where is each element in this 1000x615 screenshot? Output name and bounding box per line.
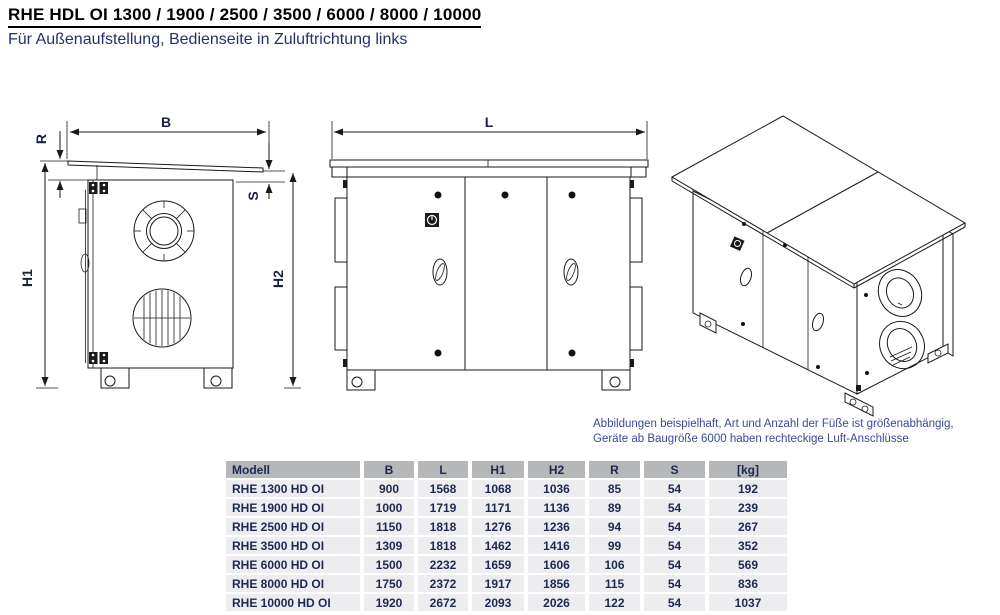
table-row <box>226 537 787 554</box>
dimension-label-b: B <box>160 114 172 130</box>
table-cell: 1036 <box>528 480 585 497</box>
main-switch <box>425 213 439 227</box>
table-cell: 99 <box>589 537 640 554</box>
figure-note-line2: Geräte ab Baugröße 6000 haben rechteckige Luft-Anschlüsse <box>593 433 909 445</box>
table-cell: 54 <box>644 594 705 611</box>
table-cell: 2672 <box>418 594 468 611</box>
table-cell: 54 <box>644 537 705 554</box>
unit-feet <box>347 370 630 390</box>
table-cell: 2232 <box>418 556 468 573</box>
table-cell: 89 <box>589 499 640 516</box>
table-cell: 1462 <box>472 537 524 554</box>
table-row <box>226 575 787 592</box>
column-header-modell: Modell <box>226 461 360 478</box>
table-cell: 85 <box>589 480 640 497</box>
table-cell: 94 <box>589 518 640 535</box>
model-name-cell: RHE 1300 HD OI <box>226 480 360 497</box>
table-cell: 2093 <box>472 594 524 611</box>
side-view-unit-body <box>330 160 648 390</box>
table-cell: 1856 <box>528 575 585 592</box>
dimension-label-r: R <box>33 133 49 145</box>
table-row <box>226 518 787 535</box>
model-name-cell: RHE 3500 HD OI <box>226 537 360 554</box>
table-cell: 1659 <box>472 556 524 573</box>
table-cell: 267 <box>709 518 787 535</box>
model-name-cell: RHE 10000 HD OI <box>226 594 360 611</box>
table-cell: 1171 <box>472 499 524 516</box>
table-cell: 54 <box>644 499 705 516</box>
unit-feet <box>101 368 232 388</box>
side-view-drawing <box>310 95 660 405</box>
column-header-s: S <box>644 461 705 478</box>
table-cell: 106 <box>589 556 640 573</box>
table-cell: 1416 <box>528 537 585 554</box>
table-cell: 54 <box>644 480 705 497</box>
table-cell: 122 <box>589 594 640 611</box>
table-cell: 1920 <box>364 594 414 611</box>
page-subtitle: Für Außenaufstellung, Bedienseite in Zuluftrichtung links <box>8 31 408 48</box>
table-row <box>226 594 787 611</box>
table-cell: 1037 <box>709 594 787 611</box>
table-row <box>226 480 787 497</box>
column-header-l: L <box>418 461 468 478</box>
figure-note <box>593 417 954 447</box>
table-cell: 1818 <box>418 518 468 535</box>
dimension-label-h2: H2 <box>270 270 286 288</box>
table-cell: 1719 <box>418 499 468 516</box>
front-view-drawing <box>0 95 310 405</box>
table-cell: 1136 <box>528 499 585 516</box>
table-cell: 239 <box>709 499 787 516</box>
table-cell: 1150 <box>364 518 414 535</box>
table-cell: 1236 <box>528 518 585 535</box>
table-cell: 352 <box>709 537 787 554</box>
column-header-h1: H1 <box>472 461 524 478</box>
hinge-top <box>89 182 108 194</box>
figure-note-line1: Abbildungen beispielhaft, Art und Anzahl der Füße ist größenabhängig, <box>593 418 954 430</box>
table-cell: 1309 <box>364 537 414 554</box>
table-row <box>226 556 787 573</box>
column-header-b: B <box>364 461 414 478</box>
table-cell: 836 <box>709 575 787 592</box>
table-cell: 1276 <box>472 518 524 535</box>
grille-opening-bottom <box>133 289 191 347</box>
table-cell: 54 <box>644 556 705 573</box>
table-cell: 115 <box>589 575 640 592</box>
table-cell: 1606 <box>528 556 585 573</box>
table-cell: 54 <box>644 575 705 592</box>
hinge-bottom <box>89 352 108 364</box>
dimension-label-l: L <box>484 114 494 130</box>
table-cell: 1500 <box>364 556 414 573</box>
table-cell: 1068 <box>472 480 524 497</box>
table-cell: 192 <box>709 480 787 497</box>
table-cell: 54 <box>644 518 705 535</box>
column-header-h2: H2 <box>528 461 585 478</box>
table-cell: 1750 <box>364 575 414 592</box>
table-cell: 900 <box>364 480 414 497</box>
model-name-cell: RHE 1900 HD OI <box>226 499 360 516</box>
table-cell: 569 <box>709 556 787 573</box>
table-row <box>226 499 787 516</box>
table-cell: 1818 <box>418 537 468 554</box>
dimension-label-s: S <box>245 191 261 201</box>
column-header-kg: [kg] <box>709 461 787 478</box>
model-name-cell: RHE 2500 HD OI <box>226 518 360 535</box>
model-name-cell: RHE 6000 HD OI <box>226 556 360 573</box>
isometric-view-drawing <box>660 95 1000 420</box>
table-cell: 2026 <box>528 594 585 611</box>
column-header-r: R <box>589 461 640 478</box>
table-cell: 1568 <box>418 480 468 497</box>
front-view-unit-body <box>68 161 263 388</box>
table-cell: 2372 <box>418 575 468 592</box>
table-header-row <box>226 461 787 478</box>
model-name-cell: RHE 8000 HD OI <box>226 575 360 592</box>
page-title: RHE HDL OI 1300 / 1900 / 2500 / 3500 / 6000 / 8000 / 10000 <box>8 5 481 28</box>
table-cell: 1000 <box>364 499 414 516</box>
dimensions-table <box>222 459 791 613</box>
dimension-label-h1: H1 <box>19 269 35 287</box>
table-cell: 1917 <box>472 575 524 592</box>
